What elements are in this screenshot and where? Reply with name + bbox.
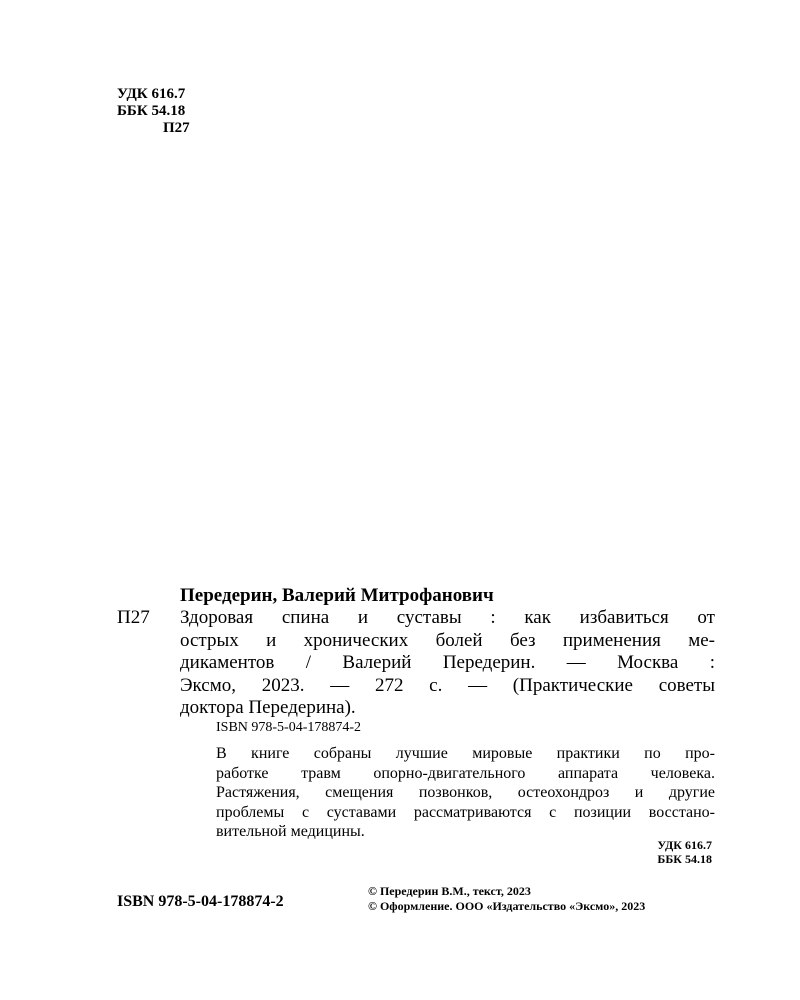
author-mark: П27 [163,120,190,136]
annotation-line: Растяжения, смещения позвонков, остеохондроз и другие [216,784,715,801]
bibliographic-description [180,607,715,720]
classification-codes-top [117,86,190,137]
isbn-record: ISBN 978-5-04-178874-2 [216,720,362,735]
copyright-design: © Оформление. ООО «Издательство «Эксмо», 2023 [368,899,646,913]
classification-codes-bottom [657,838,712,866]
annotation-line: вительной медицины. [216,823,365,840]
bbk-code-bottom: ББК 54.18 [657,852,712,866]
annotation-line: проблемы с суставами рассматриваются с позиции восстано- [216,803,715,821]
description-line: дикаментов / Валерий Передерин. — Москва : [180,652,715,674]
annotation-line: работке травм опорно-двигательного аппарата человека. [216,764,715,782]
udk-code: УДК 616.7 [117,86,186,102]
shelf-mark: П27 [117,607,150,628]
description-line: доктора Передерина). [180,697,356,719]
description-line: Эксмо, 2023. — 272 с. — (Практические советы [180,674,715,696]
copyright-text: © Передерин В.М., текст, 2023 [368,884,531,898]
author-heading: Передерин, Валерий Митрофанович [180,585,494,606]
copyright-block [368,884,645,914]
udk-code-bottom: УДК 616.7 [657,838,712,852]
isbn-footer: ISBN 978-5-04-178874-2 [117,893,284,910]
annotation-line: В книге собраны лучшие мировые практики по про- [216,745,715,762]
annotation-text [216,744,715,842]
description-line: острых и хронических болей без применения ме- [180,629,715,651]
bbk-code: ББК 54.18 [117,103,186,119]
description-line: Здоровая спина и суставы : как избавиться от [180,607,715,628]
